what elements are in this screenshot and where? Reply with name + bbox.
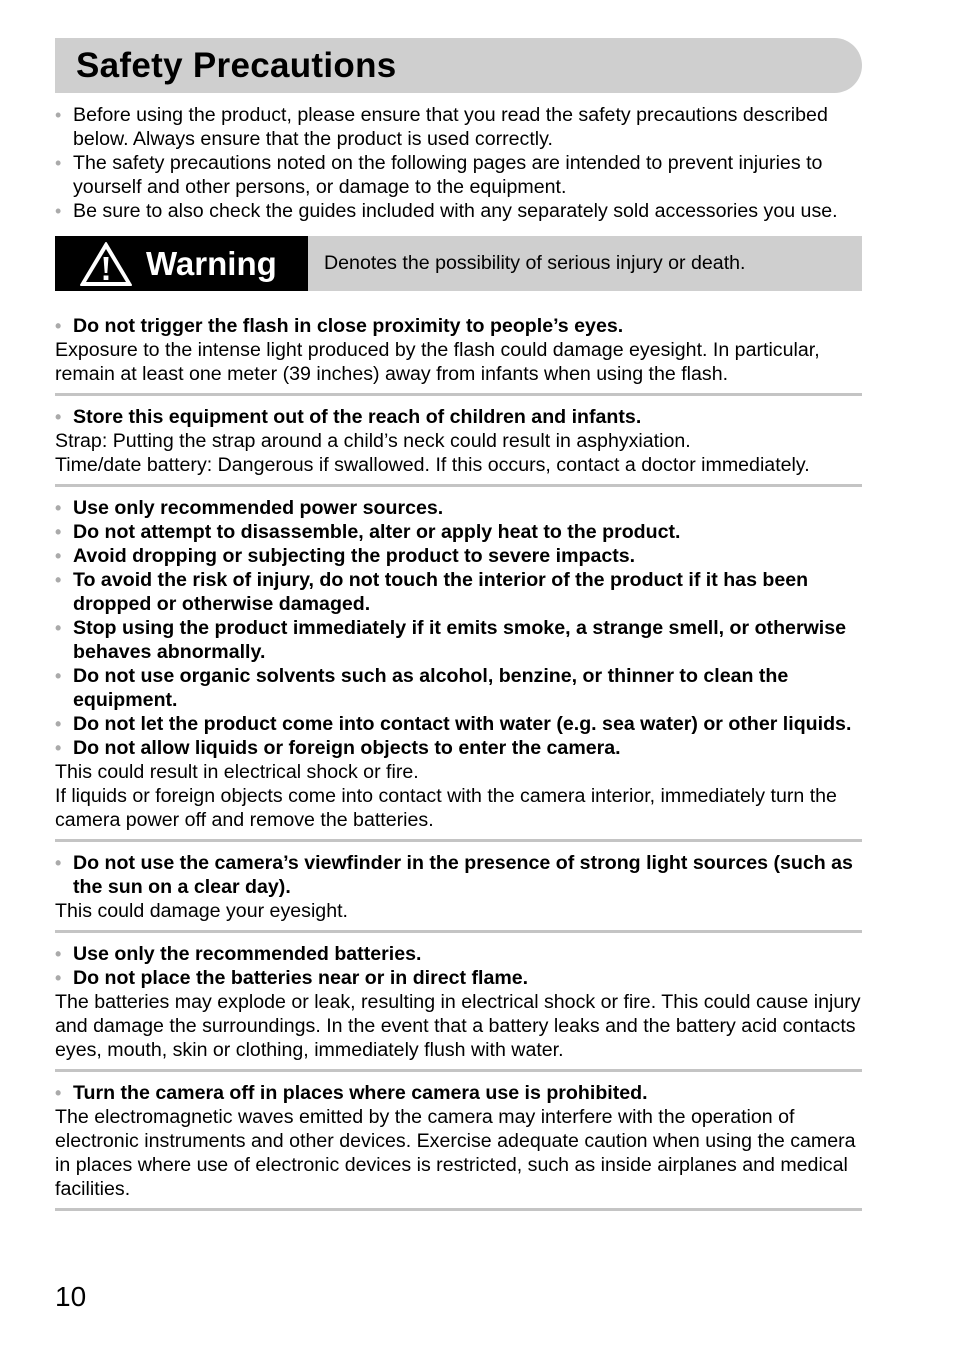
precaution-list: [55, 851, 862, 899]
precaution-item: • Avoid dropping or subjecting the product to severe impacts.: [55, 544, 862, 568]
intro-item: • The safety precautions noted on the following pages are intended to prevent injuries to yourself and other persons, or damage to the equipment.: [55, 151, 862, 199]
precaution-item: • Use only the recommended batteries.: [55, 942, 862, 966]
explanation-text: This could damage your eyesight.: [55, 900, 348, 922]
warning-description: Denotes the possibility of serious injury or death.: [324, 252, 746, 274]
precaution-item: • Do not use organic solvents such as alcohol, benzine, or thinner to clean the equipment.: [55, 664, 862, 712]
explanation-text: Exposure to the intense light produced by the flash could damage eyesight. In particular, remain at least one meter (39 inches) away from infants when using the flash.: [55, 339, 820, 385]
precaution-section: [55, 933, 862, 1072]
precaution-item: • Use only recommended power sources.: [55, 496, 862, 520]
precaution-item: • Do not let the product come into contact with water (e.g. sea water) or other liquids.: [55, 712, 862, 736]
page-title: Safety Precautions: [76, 45, 397, 85]
precaution-list: [55, 314, 862, 338]
page-number: 10: [55, 1281, 87, 1312]
precaution-item: • Do not trigger the flash in close proximity to people’s eyes.: [55, 314, 862, 338]
precaution-list: [55, 1081, 862, 1105]
explanation-text: Time/date battery: Dangerous if swallowed. If this occurs, contact a doctor immediately.: [55, 454, 810, 476]
warning-label: [55, 236, 308, 291]
precaution-list: [55, 942, 862, 990]
explanation-text: This could result in electrical shock or fire.: [55, 761, 419, 783]
precaution-item: • Store this equipment out of the reach of children and infants.: [55, 405, 862, 429]
intro-list: [55, 103, 862, 223]
precaution-section: [55, 396, 862, 487]
explanation-text: If liquids or foreign objects come into contact with the camera interior, immediately turn the camera power off and remove the batteries.: [55, 785, 837, 831]
precaution-section: [55, 314, 862, 396]
precaution-list: [55, 405, 862, 429]
explanation-text: The electromagnetic waves emitted by the camera may interfere with the operation of electronic instruments and other devices. Exercise adequate caution when using the camera in places where use of electronic devices is restricted, such as inside airplanes and medical facilities.: [55, 1106, 856, 1200]
page: [55, 38, 862, 1211]
explanation-text: The batteries may explode or leak, resulting in electrical shock or fire. This could cause injury and damage the surroundings. In the event that a battery leaks and the battery acid contacts eyes, mouth, skin or clothing, immediately flush with water.: [55, 991, 861, 1061]
precaution-item: • Do not use the camera’s viewfinder in the presence of strong light sources (such as the sun on a clear day).: [55, 851, 862, 899]
warning-label-text: Warning: [146, 244, 277, 282]
precaution-section: [55, 1072, 862, 1211]
intro-item: • Before using the product, please ensure that you read the safety precautions described below. Always ensure that the product is used correctly.: [55, 103, 862, 151]
explanation-text: Strap: Putting the strap around a child’s neck could result in asphyxiation.: [55, 430, 691, 452]
precaution-item: • To avoid the risk of injury, do not touch the interior of the product if it has been dropped or otherwise damaged.: [55, 568, 862, 616]
warning-triangle-icon: [79, 241, 133, 287]
precaution-list: [55, 496, 862, 760]
precaution-item: • Do not allow liquids or foreign objects to enter the camera.: [55, 736, 862, 760]
precaution-item: • Stop using the product immediately if it emits smoke, a strange smell, or otherwise behaves abnormally.: [55, 616, 862, 664]
warning-bar: [55, 236, 862, 291]
title-bar: [55, 38, 862, 93]
intro-item: • Be sure to also check the guides included with any separately sold accessories you use.: [55, 199, 862, 223]
precaution-item: • Turn the camera off in places where camera use is prohibited.: [55, 1081, 862, 1105]
precaution-item: • Do not attempt to disassemble, alter or apply heat to the product.: [55, 520, 862, 544]
precaution-section: [55, 842, 862, 933]
precaution-section: [55, 487, 862, 842]
precaution-item: • Do not place the batteries near or in direct flame.: [55, 966, 862, 990]
